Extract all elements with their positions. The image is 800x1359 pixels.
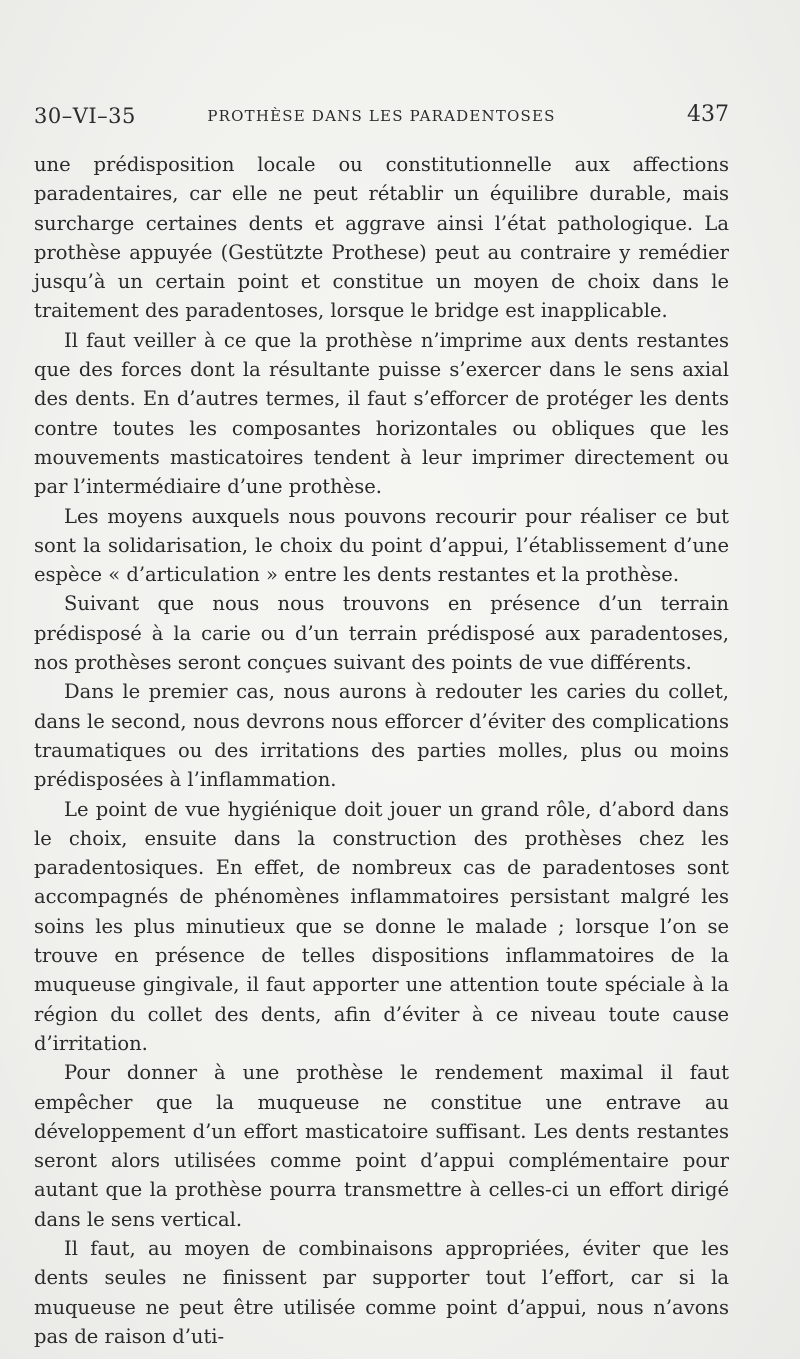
paragraph: Le point de vue hygiénique doit jouer un grand rôle, d’abord dans le choix, ensuite dans la construction des prothèses chez les paradentosiques. En effet, de nombreux cas de paradentoses sont accompagnés de phénomènes inflammatoires persistant malgré les soins les plus minutieux que se donne le malade ; lorsque l’on se trouve en présence de telles dispositions inflammatoires de la muqueuse gingivale, il faut apporter une attention toute spéciale à la région du collet des dents, afin d’éviter à ce niveau toute cause d’irritation. [34, 797, 729, 1055]
paragraph: Il faut veiller à ce que la prothèse n’imprime aux dents restantes que des forces dont la résultante puisse s’exercer dans le sens axial des dents. En d’autres termes, il faut s’efforcer de protéger les dents contre toutes les composantes horizontales ou obliques que les mouvements masticatoires tendent à leur imprimer directement ou par l’intermédiaire d’une prothèse. [34, 328, 729, 499]
issue-date: 30–VI–35 [34, 104, 136, 128]
paragraph: Suivant que nous nous trouvons en présence d’un terrain prédisposé à la carie ou d’un terrain prédisposé aux paradentoses, nos prothèses seront conçues suivant des points de vue différents. [34, 592, 729, 675]
paragraph: Il faut, au moyen de combinaisons appropriées, éviter que les dents seules ne finissent par supporter tout l’effort, car si la muqueuse ne peut être utilisée comme point d’appui, nous n’avons pas de raison d’uti- [34, 1236, 729, 1348]
paragraph: Pour donner à une prothèse le rendement maximal il faut empêcher que la muqueuse ne constitue une entrave au développement d’un effort masticatoire suffisant. Les dents restantes seront alors utilisées comme point d’appui complémentaire pour autant que la prothèse pourra transmettre à celles-ci un effort dirigé dans le sens vertical. [34, 1061, 729, 1231]
running-title: PROTHÈSE DANS LES PARADENTOSES [207, 107, 556, 125]
body-text [34, 150, 729, 1351]
paragraph: Les moyens auxquels nous pouvons recourir pour réaliser ce but sont la solidarisation, le choix du point d’appui, l’établissement d’une espèce « d’articulation » entre les dents restantes et la prothèse. [34, 504, 729, 587]
paragraph: une prédisposition locale ou constitutionnelle aux affections paradentaires, car elle ne peut rétablir un équilibre durable, mais surcharge certaines dents et aggrave ainsi l’état pathologique. La prothèse appuyée (Gestützte Prothese) peut au contraire y remédier jusqu’à un certain point et constitue un moyen de choix dans le traitement des paradentoses, lorsque le bridge est inapplicable. [34, 153, 729, 323]
running-head [34, 98, 729, 132]
page-number: 437 [687, 102, 729, 127]
paragraph: Dans le premier cas, nous aurons à redouter les caries du collet, dans le second, nous devrons nous efforcer d’éviter des complications traumatiques ou des irritations des parties molles, plus ou moins prédisposées à l’inflammation. [34, 680, 729, 792]
